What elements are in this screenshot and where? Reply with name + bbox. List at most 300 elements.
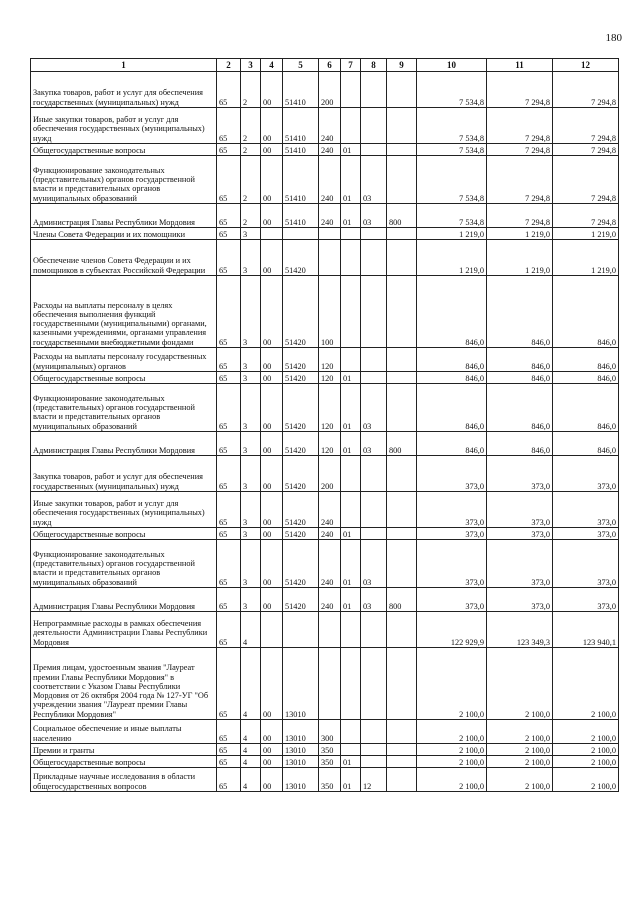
amount-year2-cell: 846,0 [487, 348, 553, 372]
amount-year3-cell: 373,0 [553, 540, 619, 588]
admin-code-cell: 65 [217, 756, 241, 768]
amount-year2-cell: 2 100,0 [487, 648, 553, 720]
target-code-cell: 51420 [283, 432, 319, 456]
item-name-cell: Прикладные научные исследования в области общегосударственных вопросов [31, 768, 217, 792]
table-row [31, 144, 619, 156]
section-cell: 3 [241, 348, 261, 372]
item-name-cell: Администрация Главы Республики Мордовия [31, 204, 217, 228]
expense-type-cell: 350 [319, 756, 341, 768]
admin-code-cell: 65 [217, 384, 241, 432]
table-row [31, 612, 619, 648]
amount-year3-cell: 2 100,0 [553, 756, 619, 768]
expense-type-cell: 240 [319, 588, 341, 612]
chapter-cell [341, 612, 361, 648]
amount-year3-cell: 2 100,0 [553, 720, 619, 744]
admin-code-cell: 65 [217, 648, 241, 720]
department-cell [387, 744, 417, 756]
admin-code-cell: 65 [217, 720, 241, 744]
chapter-cell [341, 348, 361, 372]
page-number: 180 [605, 32, 622, 44]
amount-year2-cell: 2 100,0 [487, 756, 553, 768]
subchapter-cell: 03 [361, 156, 387, 204]
subsection-cell: 00 [261, 72, 283, 108]
section-cell: 4 [241, 744, 261, 756]
subchapter-cell [361, 72, 387, 108]
table-row [31, 156, 619, 204]
amount-year1-cell: 122 929,9 [417, 612, 487, 648]
department-cell [387, 156, 417, 204]
target-code-cell: 13010 [283, 768, 319, 792]
amount-year1-cell: 846,0 [417, 384, 487, 432]
table-row [31, 756, 619, 768]
amount-year2-cell: 373,0 [487, 528, 553, 540]
section-cell: 4 [241, 720, 261, 744]
item-name-cell: Общегосударственные вопросы [31, 756, 217, 768]
expense-type-cell: 200 [319, 72, 341, 108]
amount-year1-cell: 7 534,8 [417, 204, 487, 228]
table-row [31, 492, 619, 528]
amount-year1-cell: 373,0 [417, 540, 487, 588]
chapter-cell [341, 276, 361, 348]
subsection-cell: 00 [261, 372, 283, 384]
chapter-cell [341, 72, 361, 108]
item-name-cell: Администрация Главы Республики Мордовия [31, 588, 217, 612]
department-cell: 800 [387, 588, 417, 612]
department-cell [387, 528, 417, 540]
target-code-cell: 51410 [283, 144, 319, 156]
expense-type-cell [319, 240, 341, 276]
amount-year3-cell: 373,0 [553, 528, 619, 540]
table-row [31, 72, 619, 108]
amount-year1-cell: 1 219,0 [417, 228, 487, 240]
column-header: 9 [387, 59, 417, 72]
column-header: 8 [361, 59, 387, 72]
column-header: 12 [553, 59, 619, 72]
amount-year2-cell: 373,0 [487, 492, 553, 528]
column-header: 4 [261, 59, 283, 72]
item-name-cell: Общегосударственные вопросы [31, 144, 217, 156]
expense-type-cell: 350 [319, 768, 341, 792]
target-code-cell: 51410 [283, 72, 319, 108]
target-code-cell: 13010 [283, 648, 319, 720]
table-header [31, 59, 619, 72]
admin-code-cell: 65 [217, 276, 241, 348]
target-code-cell: 51410 [283, 204, 319, 228]
target-code-cell: 13010 [283, 720, 319, 744]
section-cell: 3 [241, 240, 261, 276]
target-code-cell: 51420 [283, 384, 319, 432]
item-name-cell: Администрация Главы Республики Мордовия [31, 432, 217, 456]
header-row [31, 59, 619, 72]
item-name-cell: Расходы на выплаты персоналу в целях обеспечения выполнения функций государственными (муниципальными) органами, казенными учреждениями, органами управления государственными внебюджетными фондами [31, 276, 217, 348]
amount-year3-cell: 2 100,0 [553, 648, 619, 720]
expense-type-cell [319, 228, 341, 240]
amount-year3-cell: 373,0 [553, 588, 619, 612]
item-name-cell: Закупка товаров, работ и услуг для обеспечения государственных (муниципальных) нужд [31, 72, 217, 108]
admin-code-cell: 65 [217, 528, 241, 540]
target-code-cell: 51420 [283, 240, 319, 276]
amount-year3-cell: 846,0 [553, 276, 619, 348]
expense-type-cell: 100 [319, 276, 341, 348]
item-name-cell: Общегосударственные вопросы [31, 372, 217, 384]
subchapter-cell [361, 144, 387, 156]
amount-year3-cell: 846,0 [553, 432, 619, 456]
admin-code-cell: 65 [217, 744, 241, 756]
admin-code-cell: 65 [217, 348, 241, 372]
admin-code-cell: 65 [217, 72, 241, 108]
admin-code-cell: 65 [217, 372, 241, 384]
chapter-cell: 01 [341, 204, 361, 228]
amount-year2-cell: 1 219,0 [487, 240, 553, 276]
item-name-cell: Функционирование законодательных (представительных) органов государственной власти и представительных органов муниципальных образований [31, 540, 217, 588]
department-cell: 800 [387, 432, 417, 456]
department-cell [387, 756, 417, 768]
amount-year3-cell: 373,0 [553, 492, 619, 528]
expense-type-cell: 240 [319, 492, 341, 528]
section-cell: 2 [241, 108, 261, 144]
amount-year2-cell: 7 294,8 [487, 144, 553, 156]
amount-year1-cell: 2 100,0 [417, 744, 487, 756]
amount-year1-cell: 7 534,8 [417, 108, 487, 144]
expense-type-cell: 120 [319, 432, 341, 456]
amount-year3-cell: 2 100,0 [553, 768, 619, 792]
amount-year1-cell: 373,0 [417, 588, 487, 612]
amount-year1-cell: 7 534,8 [417, 144, 487, 156]
amount-year3-cell: 846,0 [553, 348, 619, 372]
expense-type-cell: 240 [319, 156, 341, 204]
admin-code-cell: 65 [217, 156, 241, 204]
amount-year2-cell: 2 100,0 [487, 744, 553, 756]
column-header: 5 [283, 59, 319, 72]
section-cell: 3 [241, 228, 261, 240]
column-header: 2 [217, 59, 241, 72]
subsection-cell: 00 [261, 720, 283, 744]
target-code-cell: 51420 [283, 492, 319, 528]
amount-year1-cell: 7 534,8 [417, 72, 487, 108]
subsection-cell: 00 [261, 432, 283, 456]
department-cell [387, 492, 417, 528]
chapter-cell: 01 [341, 588, 361, 612]
target-code-cell: 51420 [283, 540, 319, 588]
target-code-cell: 51420 [283, 588, 319, 612]
chapter-cell: 01 [341, 372, 361, 384]
section-cell: 3 [241, 372, 261, 384]
subsection-cell: 00 [261, 144, 283, 156]
item-name-cell: Премия лицам, удостоенным звания "Лауреат премии Главы Республики Мордовия" в соответствии с Указом Главы Республики Мордовия от 26 октября 2004 года № 127-УГ "Об учреждении звания "Лауреат премии Главы Республики Мордовия" [31, 648, 217, 720]
chapter-cell: 01 [341, 756, 361, 768]
department-cell [387, 612, 417, 648]
amount-year2-cell: 123 349,3 [487, 612, 553, 648]
column-header: 10 [417, 59, 487, 72]
table-row [31, 540, 619, 588]
department-cell [387, 384, 417, 432]
table-row [31, 276, 619, 348]
target-code-cell [283, 228, 319, 240]
table-row [31, 648, 619, 720]
target-code-cell: 51420 [283, 456, 319, 492]
subchapter-cell [361, 492, 387, 528]
chapter-cell: 01 [341, 144, 361, 156]
amount-year1-cell: 373,0 [417, 456, 487, 492]
subchapter-cell [361, 720, 387, 744]
item-name-cell: Иные закупки товаров, работ и услуг для обеспечения государственных (муниципальных) нужд [31, 492, 217, 528]
subsection-cell: 00 [261, 156, 283, 204]
admin-code-cell: 65 [217, 240, 241, 276]
table-row [31, 744, 619, 756]
section-cell: 3 [241, 432, 261, 456]
item-name-cell: Функционирование законодательных (представительных) органов государственной власти и представительных органов муниципальных образований [31, 384, 217, 432]
amount-year1-cell: 2 100,0 [417, 720, 487, 744]
expense-type-cell: 120 [319, 384, 341, 432]
amount-year2-cell: 7 294,8 [487, 156, 553, 204]
subsection-cell: 00 [261, 756, 283, 768]
chapter-cell: 01 [341, 384, 361, 432]
table-row [31, 456, 619, 492]
subsection-cell: 00 [261, 276, 283, 348]
amount-year2-cell: 1 219,0 [487, 228, 553, 240]
expense-type-cell: 240 [319, 144, 341, 156]
amount-year1-cell: 846,0 [417, 276, 487, 348]
amount-year2-cell: 2 100,0 [487, 720, 553, 744]
subsection-cell: 00 [261, 648, 283, 720]
table-row [31, 588, 619, 612]
section-cell: 2 [241, 72, 261, 108]
department-cell [387, 108, 417, 144]
department-cell [387, 540, 417, 588]
admin-code-cell: 65 [217, 432, 241, 456]
amount-year2-cell: 846,0 [487, 372, 553, 384]
table-row [31, 228, 619, 240]
subchapter-cell: 03 [361, 204, 387, 228]
subchapter-cell: 03 [361, 432, 387, 456]
subchapter-cell: 03 [361, 540, 387, 588]
expense-type-cell: 200 [319, 456, 341, 492]
table-row [31, 348, 619, 372]
column-header: 1 [31, 59, 217, 72]
subchapter-cell [361, 240, 387, 276]
amount-year2-cell: 2 100,0 [487, 768, 553, 792]
amount-year1-cell: 2 100,0 [417, 756, 487, 768]
subchapter-cell [361, 228, 387, 240]
column-header: 7 [341, 59, 361, 72]
subchapter-cell [361, 744, 387, 756]
item-name-cell: Обеспечение членов Совета Федерации и их помощников в субъектах Российской Федерации [31, 240, 217, 276]
amount-year1-cell: 373,0 [417, 528, 487, 540]
chapter-cell [341, 240, 361, 276]
section-cell: 3 [241, 276, 261, 348]
subchapter-cell [361, 648, 387, 720]
subchapter-cell [361, 348, 387, 372]
subsection-cell: 00 [261, 528, 283, 540]
subchapter-cell: 03 [361, 588, 387, 612]
section-cell: 3 [241, 588, 261, 612]
admin-code-cell: 65 [217, 768, 241, 792]
chapter-cell: 01 [341, 528, 361, 540]
target-code-cell: 51410 [283, 108, 319, 144]
section-cell: 4 [241, 756, 261, 768]
item-name-cell: Премии и гранты [31, 744, 217, 756]
subsection-cell: 00 [261, 588, 283, 612]
department-cell [387, 648, 417, 720]
target-code-cell: 51420 [283, 348, 319, 372]
table-row [31, 768, 619, 792]
amount-year2-cell: 373,0 [487, 540, 553, 588]
admin-code-cell: 65 [217, 108, 241, 144]
target-code-cell: 51410 [283, 156, 319, 204]
subsection-cell: 00 [261, 204, 283, 228]
item-name-cell: Непрограммные расходы в рамках обеспечения деятельности Администрации Главы Республики Мордовия [31, 612, 217, 648]
amount-year1-cell: 1 219,0 [417, 240, 487, 276]
expense-type-cell: 240 [319, 108, 341, 144]
section-cell: 2 [241, 156, 261, 204]
expense-type-cell: 300 [319, 720, 341, 744]
expense-type-cell: 240 [319, 540, 341, 588]
table-row [31, 372, 619, 384]
department-cell: 800 [387, 204, 417, 228]
item-name-cell: Общегосударственные вопросы [31, 528, 217, 540]
column-header: 11 [487, 59, 553, 72]
amount-year1-cell: 846,0 [417, 348, 487, 372]
table-row [31, 108, 619, 144]
column-header: 3 [241, 59, 261, 72]
item-name-cell: Социальное обеспечение и иные выплаты населению [31, 720, 217, 744]
table-row [31, 432, 619, 456]
admin-code-cell: 65 [217, 540, 241, 588]
table-body [31, 72, 619, 792]
amount-year3-cell: 7 294,8 [553, 72, 619, 108]
expense-type-cell: 240 [319, 528, 341, 540]
item-name-cell: Закупка товаров, работ и услуг для обеспечения государственных (муниципальных) нужд [31, 456, 217, 492]
subsection-cell: 00 [261, 348, 283, 372]
subchapter-cell [361, 612, 387, 648]
section-cell: 4 [241, 768, 261, 792]
department-cell [387, 228, 417, 240]
amount-year2-cell: 846,0 [487, 276, 553, 348]
subsection-cell [261, 612, 283, 648]
department-cell [387, 72, 417, 108]
target-code-cell: 13010 [283, 756, 319, 768]
amount-year2-cell: 373,0 [487, 456, 553, 492]
department-cell [387, 720, 417, 744]
admin-code-cell: 65 [217, 144, 241, 156]
department-cell [387, 240, 417, 276]
subchapter-cell [361, 276, 387, 348]
amount-year2-cell: 7 294,8 [487, 72, 553, 108]
section-cell: 4 [241, 612, 261, 648]
section-cell: 4 [241, 648, 261, 720]
item-name-cell: Иные закупки товаров, работ и услуг для обеспечения государственных (муниципальных) нужд [31, 108, 217, 144]
chapter-cell [341, 744, 361, 756]
chapter-cell: 01 [341, 540, 361, 588]
department-cell [387, 768, 417, 792]
subsection-cell: 00 [261, 108, 283, 144]
section-cell: 3 [241, 384, 261, 432]
chapter-cell [341, 108, 361, 144]
expense-type-cell: 120 [319, 348, 341, 372]
expense-type-cell: 120 [319, 372, 341, 384]
target-code-cell: 51420 [283, 528, 319, 540]
amount-year3-cell: 7 294,8 [553, 144, 619, 156]
amount-year1-cell: 7 534,8 [417, 156, 487, 204]
subsection-cell: 00 [261, 384, 283, 432]
amount-year1-cell: 2 100,0 [417, 648, 487, 720]
chapter-cell: 01 [341, 156, 361, 204]
amount-year3-cell: 846,0 [553, 372, 619, 384]
subchapter-cell [361, 756, 387, 768]
subchapter-cell [361, 456, 387, 492]
subchapter-cell: 12 [361, 768, 387, 792]
amount-year2-cell: 373,0 [487, 588, 553, 612]
item-name-cell: Расходы на выплаты персоналу государственных (муниципальных) органов [31, 348, 217, 372]
target-code-cell: 51420 [283, 372, 319, 384]
table-row [31, 720, 619, 744]
admin-code-cell: 65 [217, 204, 241, 228]
expense-type-cell [319, 648, 341, 720]
chapter-cell: 01 [341, 432, 361, 456]
section-cell: 3 [241, 528, 261, 540]
amount-year3-cell: 373,0 [553, 456, 619, 492]
department-cell [387, 348, 417, 372]
section-cell: 2 [241, 204, 261, 228]
subsection-cell: 00 [261, 492, 283, 528]
expense-type-cell: 240 [319, 204, 341, 228]
amount-year1-cell: 846,0 [417, 372, 487, 384]
section-cell: 3 [241, 540, 261, 588]
target-code-cell: 51420 [283, 276, 319, 348]
admin-code-cell: 65 [217, 612, 241, 648]
item-name-cell: Члены Совета Федерации и их помощники [31, 228, 217, 240]
amount-year1-cell: 2 100,0 [417, 768, 487, 792]
subchapter-cell: 03 [361, 384, 387, 432]
admin-code-cell: 65 [217, 492, 241, 528]
table-row [31, 384, 619, 432]
amount-year3-cell: 7 294,8 [553, 156, 619, 204]
chapter-cell [341, 456, 361, 492]
admin-code-cell: 65 [217, 228, 241, 240]
target-code-cell [283, 612, 319, 648]
amount-year2-cell: 7 294,8 [487, 204, 553, 228]
expense-type-cell: 350 [319, 744, 341, 756]
amount-year3-cell: 1 219,0 [553, 228, 619, 240]
subsection-cell: 00 [261, 744, 283, 756]
subchapter-cell [361, 372, 387, 384]
chapter-cell [341, 648, 361, 720]
table-row [31, 528, 619, 540]
department-cell [387, 456, 417, 492]
subsection-cell: 00 [261, 540, 283, 588]
department-cell [387, 372, 417, 384]
amount-year1-cell: 373,0 [417, 492, 487, 528]
chapter-cell: 01 [341, 768, 361, 792]
expense-type-cell [319, 612, 341, 648]
amount-year2-cell: 7 294,8 [487, 108, 553, 144]
budget-table [30, 58, 619, 792]
table-row [31, 204, 619, 228]
admin-code-cell: 65 [217, 588, 241, 612]
table-row [31, 240, 619, 276]
amount-year2-cell: 846,0 [487, 384, 553, 432]
target-code-cell: 13010 [283, 744, 319, 756]
subsection-cell [261, 228, 283, 240]
admin-code-cell: 65 [217, 456, 241, 492]
subsection-cell: 00 [261, 768, 283, 792]
amount-year3-cell: 1 219,0 [553, 240, 619, 276]
subchapter-cell [361, 108, 387, 144]
subchapter-cell [361, 528, 387, 540]
column-header: 6 [319, 59, 341, 72]
chapter-cell [341, 228, 361, 240]
amount-year3-cell: 2 100,0 [553, 744, 619, 756]
